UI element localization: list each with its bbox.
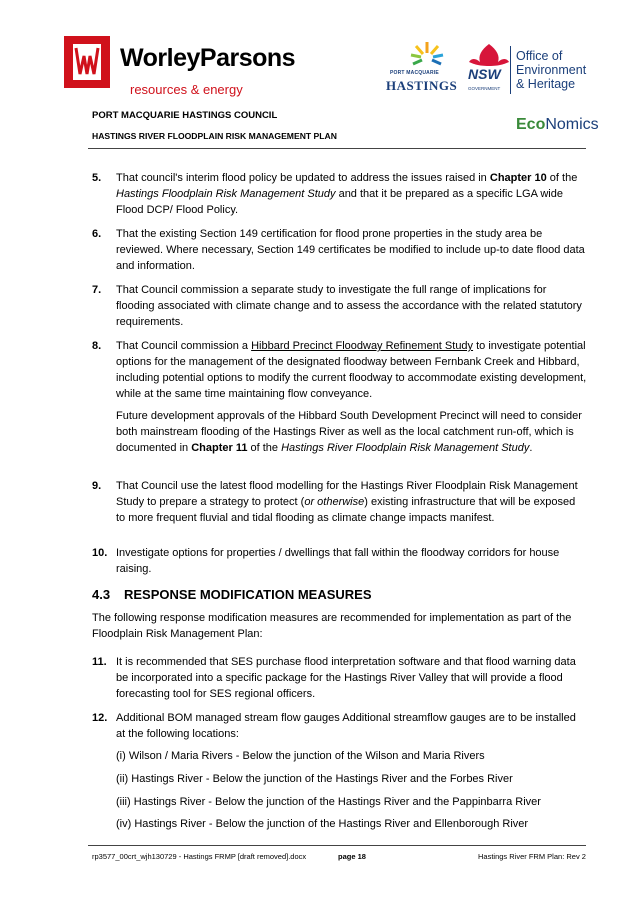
item-number: 5.: [92, 172, 102, 184]
footer-divider: [88, 845, 586, 846]
item-8-paragraph: Future development approvals of the Hibbard South Development Precinct will need to consider both mainstream flooding of the Hastings River as well as the local catchment run-off, which is documented in Chapter 11 of the Hastings River Floodplain Risk Management Study.: [116, 410, 582, 454]
item-text: Additional BOM managed stream flow gauges Additional streamflow gauges are to be installed at the following locations:: [116, 712, 576, 740]
item-number: 9.: [92, 480, 102, 492]
oeh-title: [516, 49, 586, 91]
footer-filename: rp3577_00crt_wjh130729 - Hastings FRMP [draft removed].docx: [92, 852, 307, 861]
oeh-line-1: Office of: [516, 49, 563, 63]
section-number: 4.3: [92, 587, 111, 602]
footer-page-number: page 18: [338, 852, 366, 861]
oeh-divider: [510, 46, 511, 94]
item-number: 6.: [92, 228, 102, 240]
oeh-line-2: Environment: [516, 63, 587, 77]
council-name: PORT MACQUARIE HASTINGS COUNCIL: [92, 110, 278, 121]
list-item: [92, 710, 587, 742]
location-item: (iii) Hastings River - Below the junction of the Hastings River and the Pappinbarra River: [116, 796, 541, 808]
economics-logo: [516, 116, 599, 134]
location-item: (iv) Hastings River - Below the junction of the Hastings River and Ellenborough River: [116, 818, 529, 830]
worleyparsons-logo-icon: [64, 36, 110, 88]
list-item: [92, 478, 587, 526]
location-item: (ii) Hastings River - Below the junction of the Hastings River and the Forbes River: [116, 773, 513, 785]
company-name: WorleyParsons: [120, 44, 296, 72]
list-item: [92, 545, 587, 577]
item-number: 11.: [92, 656, 107, 668]
economics-eco: Eco: [516, 116, 546, 133]
nsw-text: NSW: [468, 66, 501, 82]
item-number: 7.: [92, 284, 102, 296]
item-text: That council's interim flood policy be updated to address the issues raised in Chapter 10 of the Hastings Floodplain Risk Management Study and that it be prepared as a specific LGA wide Flood DCP/ Flood Policy.: [116, 172, 578, 216]
section-heading: [92, 587, 372, 602]
list-item: [92, 338, 587, 402]
list-item: [92, 226, 587, 274]
plan-title: HASTINGS RIVER FLOODPLAIN RISK MANAGEMENT PLAN: [92, 131, 337, 141]
pmh-small-text: PORT MACQUARIE: [390, 70, 439, 76]
footer-revision: Hastings River FRM Plan: Rev 2: [478, 852, 586, 861]
item-text: It is recommended that SES purchase flood interpretation software and that flood warning data be incorporated into a specific package for the Hastings River Valley that will provide a flood forecasting tool for SES regional officers.: [116, 656, 576, 700]
economics-nomics: Nomics: [545, 116, 599, 133]
item-number: 10.: [92, 547, 108, 559]
item-text: Investigate options for properties / dwellings that fall within the floodway corridors for house raising.: [116, 547, 560, 575]
item-text: That the existing Section 149 certification for flood prone properties in the study area be reviewed. Where necessary, Section 149 certificates be modified to include up-to date flood data and information.: [116, 228, 585, 272]
section-title: RESPONSE MODIFICATION MEASURES: [124, 587, 372, 602]
pmh-big-text: HASTINGS: [386, 78, 458, 93]
item-text: That Council commission a Hibbard Precinct Floodway Refinement Study to investigate potential options for the management of the designated floodway between Fernbank Creek and Hibbard, including potential options to modify the current floodway to accommodate existing development, while at the same time maintaining flow conveyance.: [116, 340, 587, 400]
item-text: That Council use the latest flood modelling for the Hastings River Floodplain Risk Management Study to prepare a strategy to protect (or otherwise) existing infrastructure that will be exposed to more frequent fluvial and tidal flooding as climate change impacts manifest.: [116, 480, 578, 524]
company-tagline: resources & energy: [130, 82, 243, 97]
list-item: [92, 282, 587, 330]
header-divider: [88, 148, 586, 149]
item-text: That Council commission a separate study to investigate the full range of implications for flooding associated with climate change and to assess the accordance with the related statutory requirements.: [116, 284, 582, 328]
list-item: [92, 654, 587, 702]
item-number: 8.: [92, 340, 102, 352]
section-intro: The following response modification measures are recommended for implementation as part of the Floodplain Risk Management Plan:: [92, 612, 572, 640]
oeh-line-3: & Heritage: [516, 77, 576, 91]
nsw-government-text: GOVERNMENT: [468, 86, 501, 91]
item-number: 12.: [92, 712, 108, 724]
list-item: [92, 170, 587, 218]
location-item: (i) Wilson / Maria Rivers - Below the junction of the Wilson and Maria Rivers: [116, 750, 485, 762]
